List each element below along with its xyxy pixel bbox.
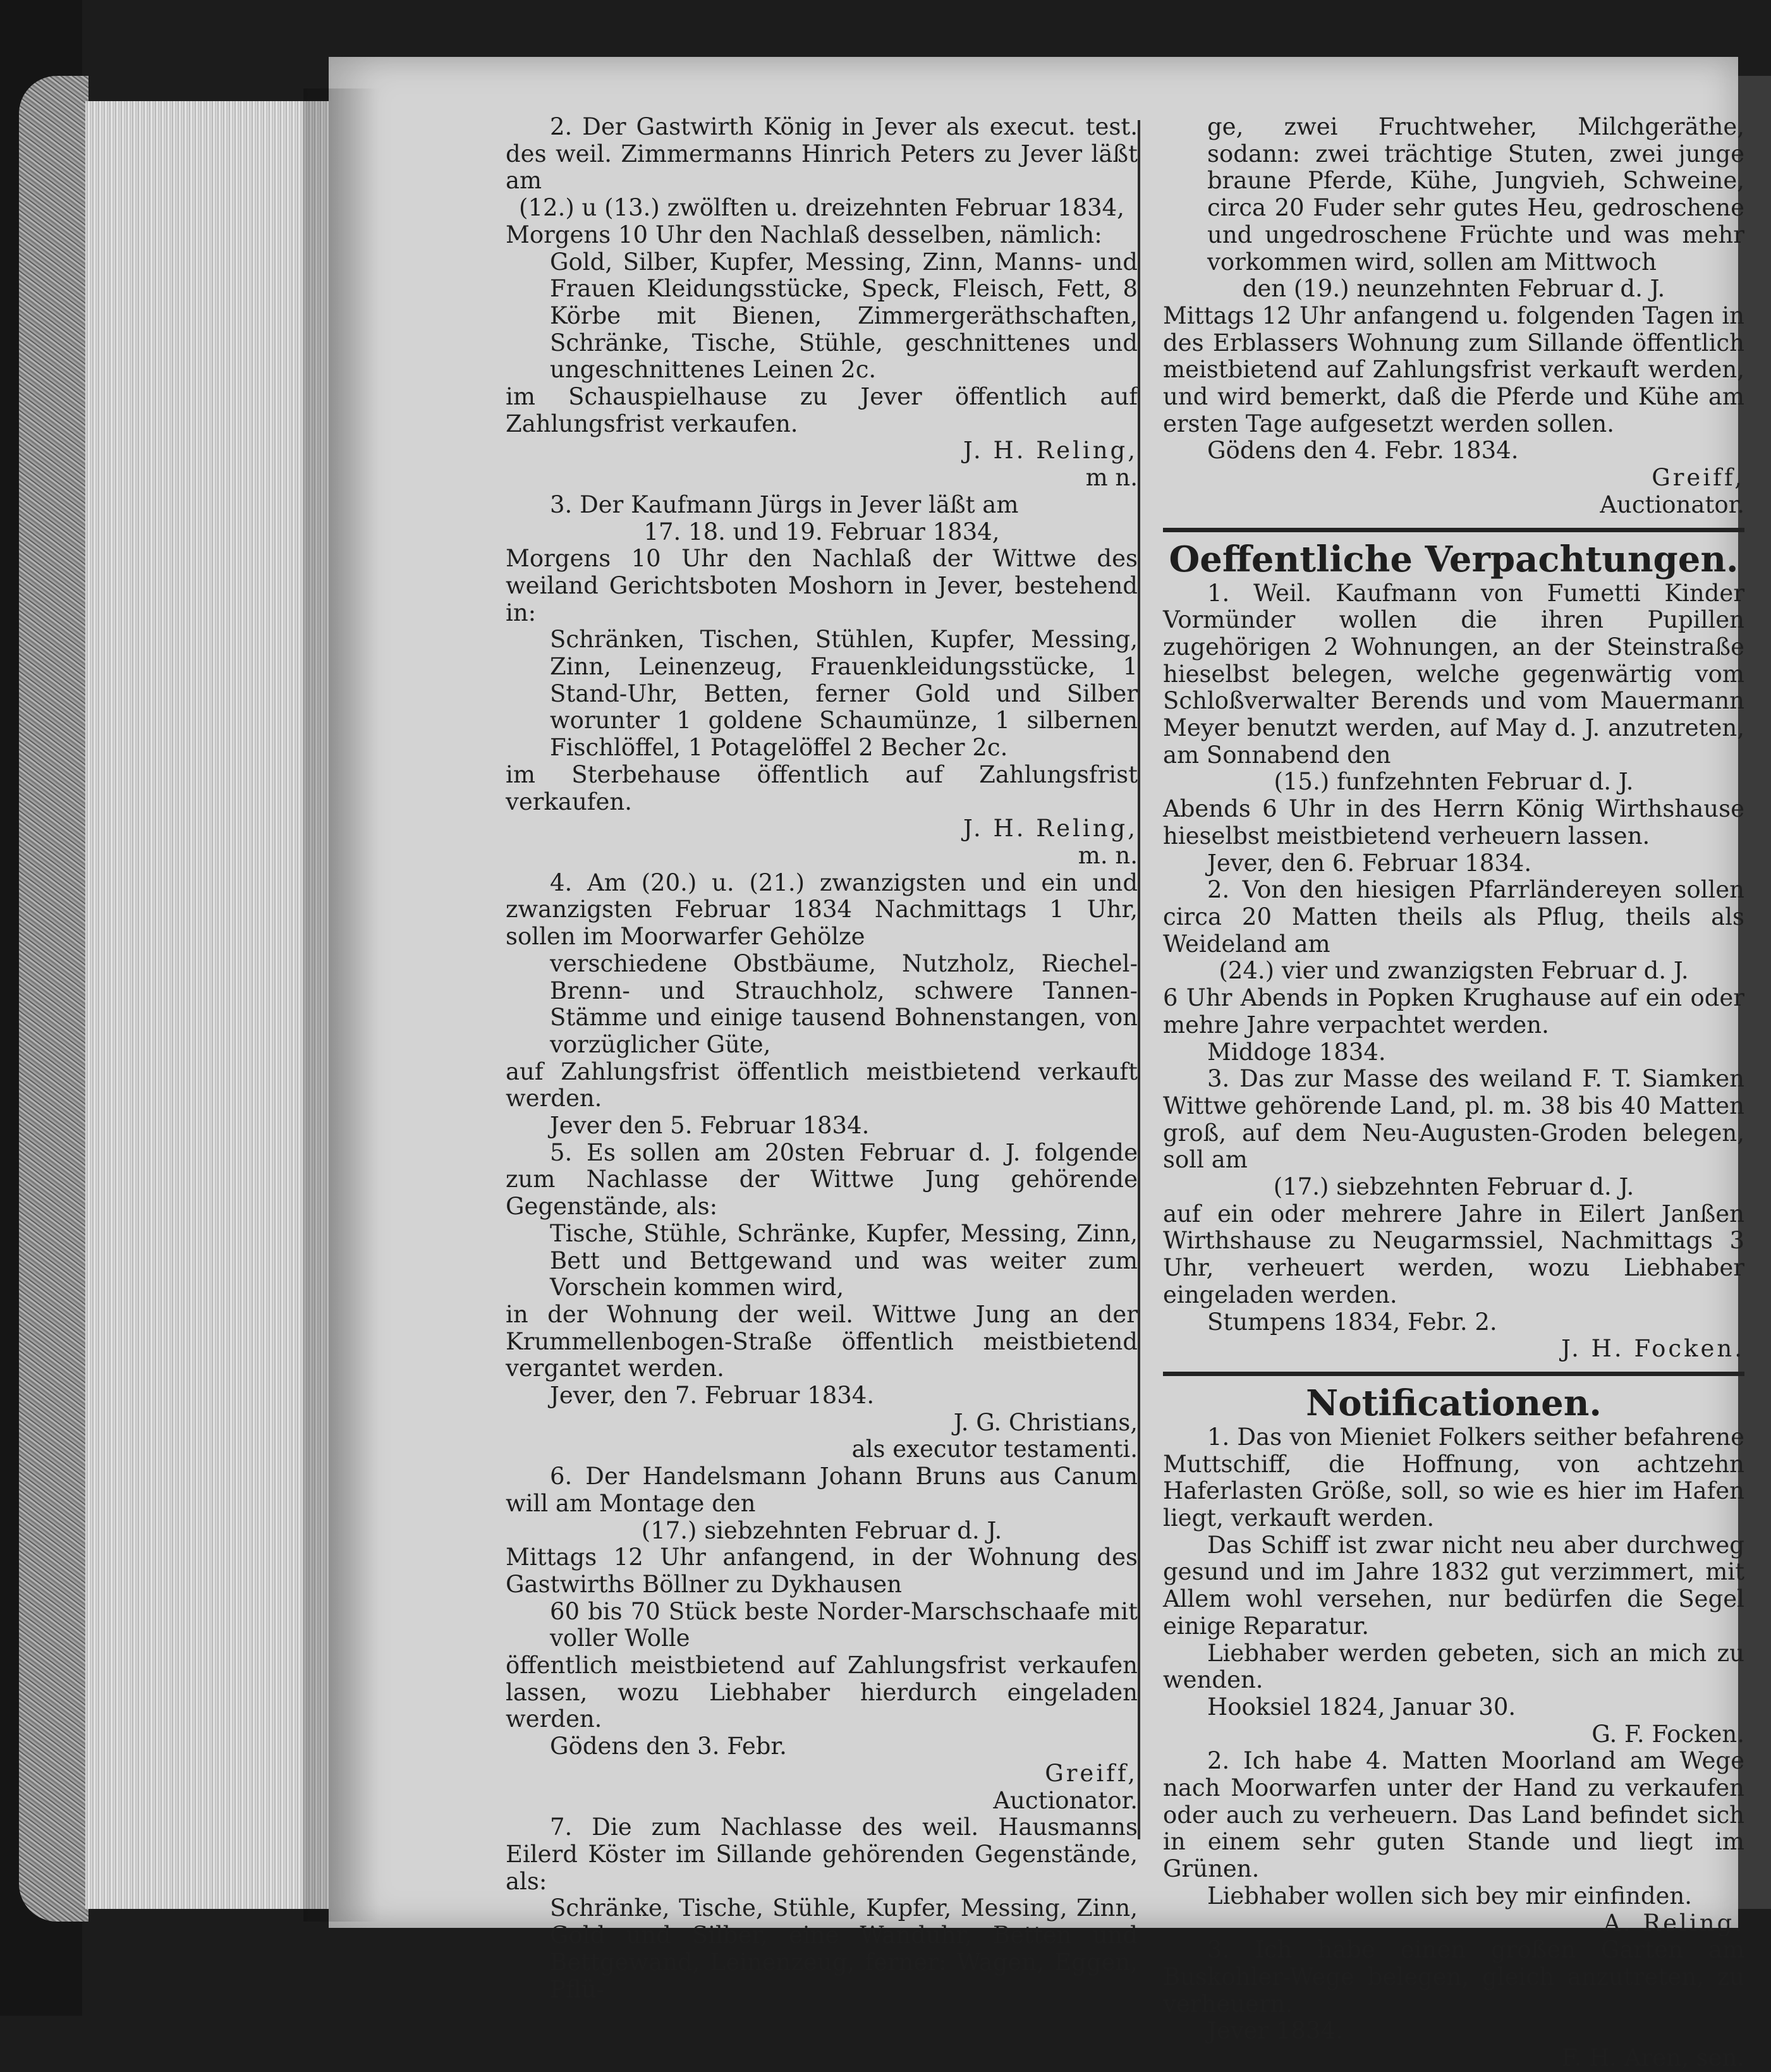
left-line: Mittags 12 Uhr anfangend, in der Wohnung des Gastwirths Böllner zu Dykhausen — [506, 1544, 1138, 1598]
right-top-line: Mittags 12 Uhr anfangend u. folgenden Tagen in des Erblassers Wohnung zum Sillande öffentlich meistbietend auf Zahlungsfrist verkauft werden, und wird bemerkt, daß die Pferde und Kühe am ersten Tage aufgesetzt werden sollen. — [1163, 302, 1744, 437]
left-line: J. G. Christians, — [953, 1408, 1138, 1436]
left-line: öffentlich meistbietend auf Zahlungsfrist verkaufen lassen, wozu Liebhaber hierdurch eingeladen werden. — [506, 1652, 1138, 1733]
right-column — [1163, 114, 1744, 2072]
right-mid-line: J. H. Focken. — [1561, 1335, 1744, 1363]
right-bottom-line: 3. Ich habe einen großen Garten am Buskohler-Wege belegen, gleich anzutreten, zu verheuern. — [1163, 1936, 1744, 2018]
left-line: Gold, Silber, Kupfer, Messing, Zinn, Manns- und Frauen Kleidungsstücke, Speck, Fleisch, Fett, 8 Körbe mit Bienen, Zimmergeräthschaften, Schränke, Tische, Stühle, geschnittenes und ungeschnittenes Leinen 2c. — [550, 248, 1138, 384]
right-mid-line: (15.) funfzehnten Februar d. J. — [1274, 768, 1634, 796]
notificationen-notices — [1163, 1424, 1744, 2072]
right-bottom-line: Hooksiel 1824, Januar 30. — [1207, 1693, 1516, 1721]
right-bottom-line: 1. Das von Mieniet Folkers seither befahrene Muttschiff, die Hoffnung, von achtzehn Haferlasten Größe, soll, so wie es hier im Hafen liegt, verkauft werden. — [1163, 1423, 1744, 1532]
right-mid-line: Stumpens 1834, Febr. 2. — [1207, 1308, 1497, 1336]
right-bottom-line: A. Reling. — [1604, 1909, 1744, 1937]
left-line: 5. Es sollen am 20sten Februar d. J. folgende zum Nachlasse der Wittwe Jung gehörende Gegenstände, als: — [506, 1138, 1138, 1221]
left-line: Schränken, Tischen, Stühlen, Kupfer, Messing, Zinn, Leinenzeug, Frauenkleidungsstücke, 1 Stand-Uhr, Betten, ferner Gold und Silber worunter 1 goldene Schaumünze, 1 silbernen Fischlöffel, 1 Potagelöffel 2 Becher 2c. — [550, 626, 1138, 762]
right-bottom-line: Liebhaber wollen sich bey mir einfinden. — [1207, 1882, 1692, 1910]
left-line: J. H. Reling, — [963, 815, 1138, 843]
right-mid-line: 1. Weil. Kaufmann von Fumetti Kinder Vormünder wollen die ihren Pupillen zugehörigen 2 Wohnungen, an der Steinstraße hieselbst belegen, welche gegenwärtig vom Schloßverwalter Berends und vom Mauermann Meyer benutzt werden, auf May d. J. anzutreten, am Sonnabend den — [1163, 579, 1744, 769]
right-mid-line: 6 Uhr Abends in Popken Krughause auf ein oder mehre Jahre verpachtet werden. — [1163, 984, 1744, 1039]
left-column — [506, 114, 1138, 2003]
spine-shadow — [303, 88, 379, 1922]
right-top-notices — [1163, 114, 1744, 519]
left-line: Jever den 5. Februar 1834. — [550, 1112, 870, 1140]
left-line: Tische, Stühle, Schränke, Kupfer, Messing, Zinn, Bett und Bettgewand und was weiter zum Vorschein kommen wird, — [550, 1219, 1138, 1301]
left-line: m n. — [1085, 464, 1138, 492]
right-mid-line: 3. Das zur Masse des weiland F. T. Siamken Wittwe gehörende Land, pl. m. 38 bis 40 Matten groß, auf dem Neu-Augusten-Groden belegen, soll am — [1163, 1065, 1744, 1174]
left-line: Morgens 10 Uhr den Nachlaß der Wittwe des weiland Gerichtsboten Moshorn in Jever, bestehend in: — [506, 545, 1138, 626]
column-divider — [1138, 120, 1140, 1839]
right-top-line: Gödens den 4. Febr. 1834. — [1207, 437, 1519, 465]
right-mid-line: 2. Von den hiesigen Pfarrländereyen sollen circa 20 Matten theils als Pflug, theils als Weideland am — [1163, 876, 1744, 958]
right-bottom-line: G. F. Focken. — [1591, 1720, 1744, 1748]
right-top-line: Auctionator. — [1600, 491, 1744, 518]
left-line: 17. 18. und 19. Februar 1834, — [643, 518, 1000, 545]
left-line: in der Wohnung der weil. Wittwe Jung an der Krummellenbogen-Straße öffentlich meistbietend vergantet werden. — [506, 1300, 1138, 1382]
left-line: Morgens 10 Uhr den Nachlaß desselben, nämlich: — [506, 221, 1102, 248]
right-top-line: ge, zwei Fruchtweher, Milchgeräthe, sodann: zwei trächtige Stuten, zwei junge braune Pferde, Kühe, Jungvieh, Schweine, circa 20 Fuder sehr gutes Heu, gedroschene und ungedroschene Früchte und was mehr vorkommen wird, sollen am Mittwoch — [1207, 113, 1744, 276]
left-line: 7. Die zum Nachlasse des weil. Hausmanns Eilerd Köster im Sillande gehörenden Gegenstände, als: — [506, 1813, 1138, 1895]
left-line: im Sterbehause öffentlich auf Zahlungsfrist verkaufen. — [506, 760, 1138, 815]
right-bottom-line: Liebhaber werden gebeten, sich an mich zu wenden. — [1163, 1639, 1744, 1694]
right-bottom-line: 2. Ich habe 4. Matten Moorland am Wege nach Moorwarfen unter der Hand zu verkaufen oder auch zu verheuern. Das Land befindet sich in einem sehr guten Stande und liegt im Grünen. — [1163, 1747, 1744, 1883]
heading-verpachtungen: Oeffentliche Verpachtungen. — [1169, 538, 1739, 580]
right-mid-line: Abends 6 Uhr in des Herrn König Wirthshause hieselbst meistbietend verheuern lassen. — [1163, 795, 1744, 850]
section-rule — [1163, 528, 1744, 532]
right-mid-line: (24.) vier und zwanzigsten Februar d. J. — [1219, 957, 1689, 985]
left-line: Greiff, — [1045, 1759, 1138, 1787]
right-mid-line: Jever, den 6. Februar 1834. — [1207, 849, 1532, 877]
right-mid-line: Middoge 1834. — [1207, 1038, 1386, 1066]
left-line: 3. Der Kaufmann Jürgs in Jever läßt am — [550, 491, 1019, 518]
left-line: verschiedene Obstbäume, Nutzholz, Riechel- Brenn- und Strauchholz, schwere Tannen-Stämme und einige tausend Bohnenstangen, von vorzüglicher Güte, — [550, 949, 1138, 1058]
left-line: Auctionator. — [993, 1786, 1138, 1814]
left-line: J. H. Reling, — [963, 437, 1138, 465]
section-rule — [1163, 1372, 1744, 1376]
right-mid-line: (17.) siebzehnten Februar d. J. — [1273, 1173, 1634, 1201]
left-line: 4. Am (20.) u. (21.) zwanzigsten und ein und zwanzigsten Februar 1834 Nachmittags 1 Uhr, sollen im Moorwarfer Gehölze — [506, 868, 1138, 951]
heading-notificationen: Notificationen. — [1306, 1382, 1602, 1424]
left-line: im Schauspielhause zu Jever öffentlich auf Zahlungsfrist verkaufen. — [506, 383, 1138, 437]
left-line: 2. Der Gastwirth König in Jever als execut. test. des weil. Zimmermanns Hinrich Peters zu Jever läßt am — [506, 113, 1138, 195]
left-line: als executor testamenti. — [851, 1435, 1138, 1463]
left-line: 6. Der Handelsmann Johann Bruns aus Canum will am Montage den — [506, 1463, 1138, 1517]
right-mid-line: auf ein oder mehrere Jahre in Eilert Janßen Wirthshause zu Neugarmssiel, Nachmittags 3 Uhr, verheuert werden, wozu Liebhaber eingeladen werden. — [1163, 1200, 1744, 1308]
verpachtungen-notices — [1163, 580, 1744, 1363]
left-line: Schränke, Tische, Stühle, Kupfer, Messing, Zinn, Gold und Silber, eine Wanduhr, Betten und Bettgewand, Leinenzeug, ferner: Wagen, Eggen, Pflü- — [550, 1894, 1138, 2003]
right-top-line: den (19.) neunzehnten Februar d. J. — [1242, 275, 1665, 303]
left-line: (17.) siebzehnten Februar d. J. — [641, 1516, 1002, 1544]
marbled-book-cover — [19, 76, 88, 1922]
right-bottom-line: Das Schiff ist zwar nicht neu aber durchweg gesund und im Jahre 1832 gut verzimmert, mit Allem wohl versehen, nur bedürfen die Segel einige Reparatur. — [1163, 1531, 1744, 1640]
right-bottom-line: Jever 1834. — [1207, 2017, 1343, 2045]
left-line: m. n. — [1078, 841, 1138, 869]
right-bottom-line: F. H. Aren, sen. — [1561, 2044, 1744, 2072]
right-top-line: Greiff, — [1652, 464, 1744, 492]
left-line: Jever, den 7. Februar 1834. — [550, 1382, 875, 1410]
left-line: auf Zahlungsfrist öffentlich meistbietend verkauft werden. — [506, 1057, 1138, 1112]
left-line: (12.) u (13.) zwölften u. dreizehnten Februar 1834, — [519, 194, 1124, 222]
left-line: 60 bis 70 Stück beste Norder-Marschschaafe mit voller Wolle — [550, 1597, 1138, 1652]
left-line: Gödens den 3. Febr. — [550, 1733, 787, 1760]
